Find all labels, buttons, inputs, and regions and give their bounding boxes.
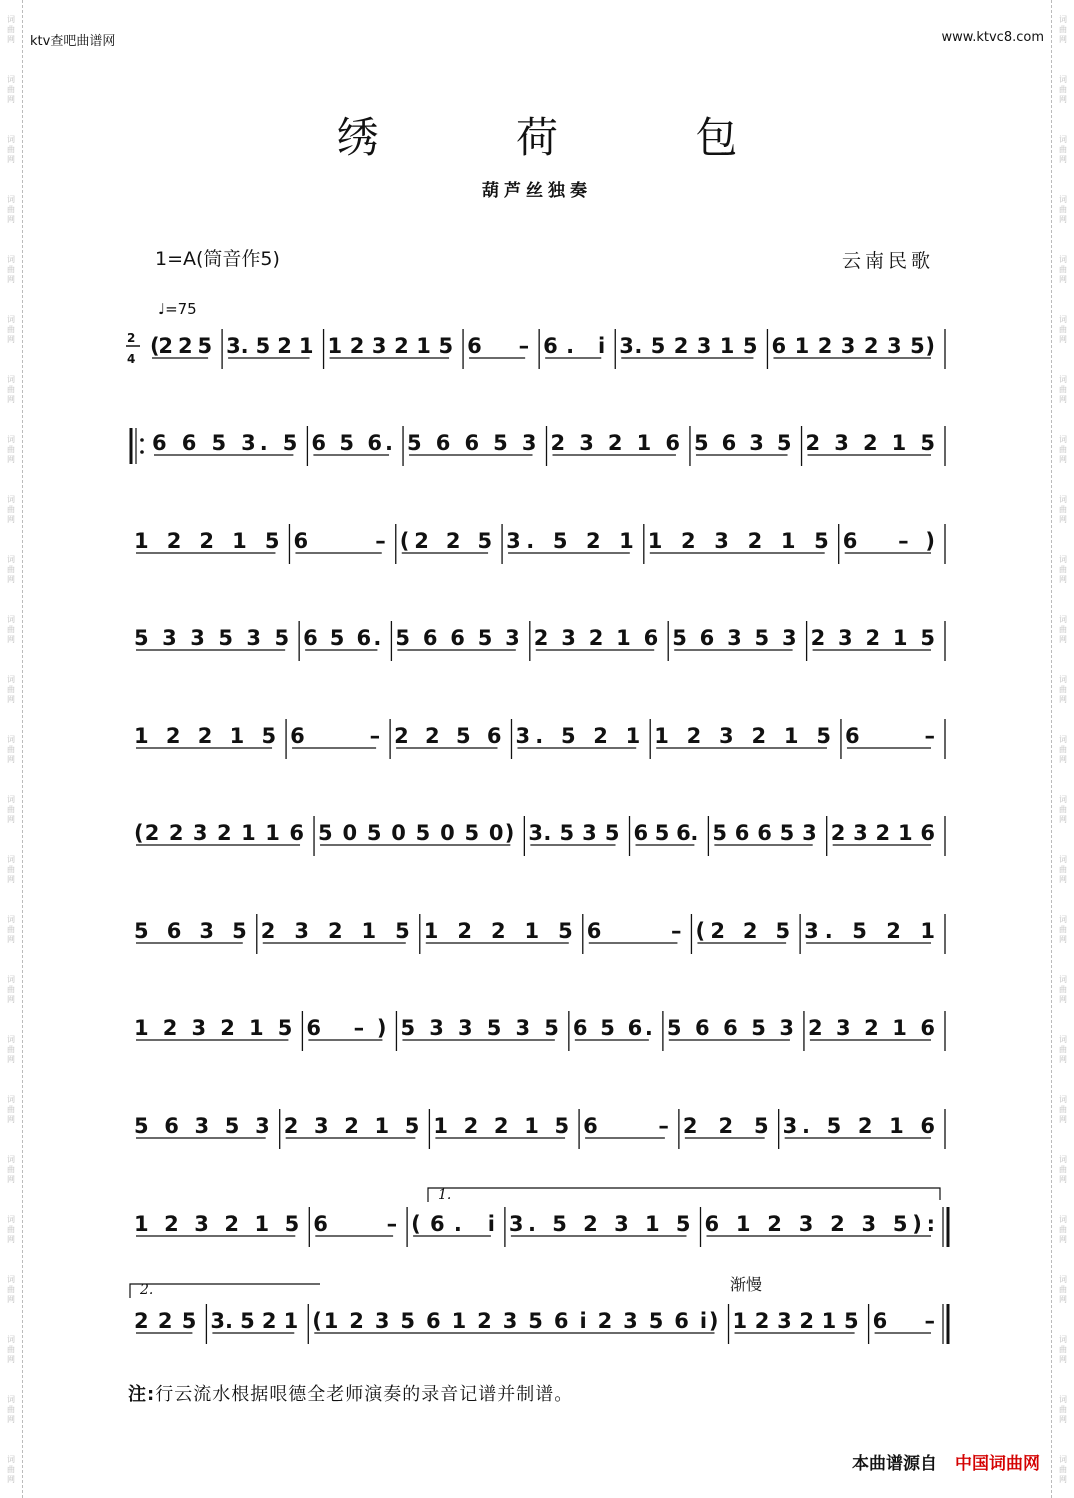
watermark-text: 词 曲 网 [7,15,15,44]
time-signature-bottom: 4 [127,352,136,366]
measure-notes: 2 3 2 1 5 [283,1114,420,1138]
measure-notes: (2 2 5 [399,529,493,553]
watermark-text: 词 曲 网 [7,375,15,404]
measure-notes: 6 – [313,1212,398,1236]
measure-notes: 6 –) [306,1016,387,1040]
watermark-text: 词 曲 网 [1059,1035,1067,1064]
watermark-text: 词 曲 网 [1059,975,1067,1004]
watermark-text: 词 曲 网 [1059,375,1067,404]
measure-notes: 2 3 2 1 6 [533,626,659,650]
measure-notes: 2 3 2 1 6 [807,1016,935,1040]
watermark-text: 词 曲 网 [7,435,15,464]
expression-marking: 渐慢 [730,1275,763,1294]
watermark-text: 词 曲 网 [7,1275,15,1304]
watermark-text: 词 曲 网 [1059,255,1067,284]
measure-notes: 1 2 2 1 5 [433,1114,570,1138]
watermark-text: 词 曲 网 [7,1095,15,1124]
measure-notes: 2 3 2 1 5 [260,919,410,943]
song-origin: 云南民歌 [841,250,934,272]
measure-notes: 6 1 2 3 2 3 5): [704,1212,935,1236]
measure-notes: 6 – [583,1114,669,1138]
measure-notes: (2 2 3 2 1 1 6 [134,821,305,845]
measure-notes: 6 1 2 3 2 3 5) [771,334,935,358]
watermark-text: 词 曲 网 [7,915,15,944]
measure-notes: 1 2 2 1 5 [134,724,277,748]
watermark-text: 词 曲 网 [1059,555,1067,584]
watermark-text: 词 曲 网 [7,195,15,224]
watermark-text: 词 曲 网 [7,735,15,764]
measure-notes: (2 2 5 [695,919,791,943]
watermark-text: 词 曲 网 [1059,135,1067,164]
measure-notes: 2 3 2 1 5 [810,626,935,650]
footer-source: 本曲谱源自 [852,1454,937,1474]
key-signature: 1=A(筒音作5) [155,248,280,270]
watermark-text: 词 曲 网 [1059,1155,1067,1184]
score-note [128,1380,573,1406]
measure-notes: 6 – [844,724,935,748]
measure-notes: 1 2 3 2 1 5 [134,1212,300,1236]
measure-notes: (1 2 3 5 6 1 2 3 5 6 i 2 3 5 6 i) [312,1309,719,1333]
volta-first-bracket [428,1188,940,1202]
measure-notes: 6 5 6. [311,431,394,455]
watermark-text: 词 曲 网 [7,135,15,164]
measure-notes: 3. 5 2 3 1 5 [619,334,758,358]
measure-notes: 1 2 3 2 1 5 [327,334,454,358]
repeat-dot [140,450,144,454]
measure-notes: 3. 5 2 3 1 5 [508,1212,691,1236]
measure-notes: 5 6 3 5 3 [134,1114,270,1138]
measure-notes: 5 6 3 5 3 [672,626,797,650]
measure-notes: 6 – [872,1309,935,1333]
watermark-text: 词 曲 网 [7,1215,15,1244]
score-subtitle: 葫芦丝独奏 [482,181,592,201]
measure-notes: 5 3 3 5 3 5 [134,626,290,650]
measure-notes: (6. i [411,1212,495,1236]
measure-notes: 5 6 6 5 3 [395,626,520,650]
watermark-text: 词 曲 网 [7,495,15,524]
site-url-right[interactable]: www.ktvc8.com [941,30,1044,45]
watermark-text: 词 曲 网 [1059,795,1067,824]
measure-notes: 5 6 3 5 [693,431,792,455]
watermark-text: 词 曲 网 [1059,1395,1067,1424]
measure-notes: 6 5 6. [633,821,699,845]
watermark-text: 词 曲 网 [1059,675,1067,704]
watermark-text: 词 曲 网 [1059,1095,1067,1124]
watermark-text: 词 曲 网 [7,1155,15,1184]
time-signature-top: 2 [127,331,136,345]
watermark-text: 词 曲 网 [1059,15,1067,44]
measure-notes: 2 2 5 [682,1114,769,1138]
score-title: 绣 荷 包 [336,113,800,162]
watermark-text: 词 曲 网 [1059,615,1067,644]
watermark-text: 词 曲 网 [1059,1455,1067,1484]
measure-notes: (2 2 5 [150,334,213,358]
watermark-text: 词 曲 网 [1059,855,1067,884]
watermark-text: 词 曲 网 [7,975,15,1004]
measure-notes: 1 2 3 2 1 5 [732,1309,859,1333]
note-label: 注: [128,1384,156,1405]
watermark-text: 词 曲 网 [1059,315,1067,344]
measure-notes: 6 6 5 3. 5 [152,431,298,455]
watermark-text: 词 曲 网 [1059,75,1067,104]
measure-notes: 6 – [290,724,381,748]
volta-first-label: 1. [438,1187,452,1203]
measure-notes: 1 2 2 1 5 [423,919,573,943]
watermark-text: 词 曲 网 [7,1035,15,1064]
measure-notes: 2 2 5 [134,1309,197,1333]
watermark-text: 词 曲 网 [7,855,15,884]
measure-notes: 1 2 3 2 1 5 [134,1016,293,1040]
measure-notes: 2 3 2 1 5 [805,431,935,455]
measure-notes: 6 5 6. [303,626,382,650]
measure-notes: 2 3 2 1 6 [550,431,680,455]
measure-notes: 1 2 3 2 1 5 [647,529,829,553]
measure-notes: 6 – [467,334,530,358]
measure-notes: 6. i [543,334,606,358]
measure-notes: 3. 5 2 1 [210,1309,299,1333]
watermark-text: 词 曲 网 [7,75,15,104]
watermark-text: 词 曲 网 [1059,1275,1067,1304]
measure-notes: 3. 5 2 1 [515,724,641,748]
measure-notes: 2 3 2 1 6 [830,821,935,845]
measure-notes: 1 2 2 1 5 [134,529,280,553]
watermark-text: 词 曲 网 [7,795,15,824]
watermark-text: 词 曲 网 [1059,1215,1067,1244]
watermark-text: 词 曲 网 [7,1335,15,1364]
measure-notes: 6 – [293,529,386,553]
measure-notes: 2 2 5 6 [394,724,502,748]
tempo-marking: ♩=75 [158,300,197,318]
measure-notes: 6 – [586,919,682,943]
site-name-left[interactable]: ktv查吧曲谱网 [30,34,116,49]
watermark-text: 词 曲 网 [7,555,15,584]
measure-notes: 6 5 6. [572,1016,653,1040]
footer-credit [852,1449,1040,1474]
repeat-dot [140,438,144,442]
watermark-text: 词 曲 网 [1059,435,1067,464]
measure-notes: 3. 5 2 1 [804,919,935,943]
measure-notes: 1 2 3 2 1 5 [654,724,831,748]
watermark-text: 词 曲 网 [1059,495,1067,524]
watermark-text: 词 曲 网 [1059,735,1067,764]
watermark-text: 词 曲 网 [7,675,15,704]
measure-notes: 5 6 6 5 3 [666,1016,794,1040]
watermark-text: 词 曲 网 [7,1395,15,1424]
volta-second-bracket [130,1284,320,1298]
measure-notes: 3. 5 2 1 [506,529,634,553]
measure-notes: 3. 5 2 1 [226,334,314,358]
watermark-text: 词 曲 网 [1059,1335,1067,1364]
watermark-text: 词 曲 网 [7,255,15,284]
note-body: 行云流水根据哏德全老师演奏的录音记谱并制谱。 [155,1384,574,1405]
watermark-text: 词 曲 网 [1059,195,1067,224]
measure-notes: 6 –) [842,529,935,553]
volta-second-label: 2. [140,1282,154,1298]
measure-notes: 5 0 5 0 5 0 5 0) [318,821,515,845]
footer-brand[interactable]: 中国词曲网 [955,1454,1040,1474]
measure-notes: 5 6 3 5 [134,919,247,943]
measure-notes: 3. 5 3 5 [528,821,620,845]
watermark-text: 词 曲 网 [7,315,15,344]
watermark-text: 词 曲 网 [7,1455,15,1484]
measure-notes: 5 6 6 5 3 [712,821,817,845]
measure-notes: 5 3 3 5 3 5 [400,1016,559,1040]
measure-notes: 3. 5 2 1 6 [782,1114,935,1138]
watermark-text: 词 曲 网 [1059,915,1067,944]
watermark-text: 词 曲 网 [7,615,15,644]
measure-notes: 5 6 6 5 3 [407,431,537,455]
